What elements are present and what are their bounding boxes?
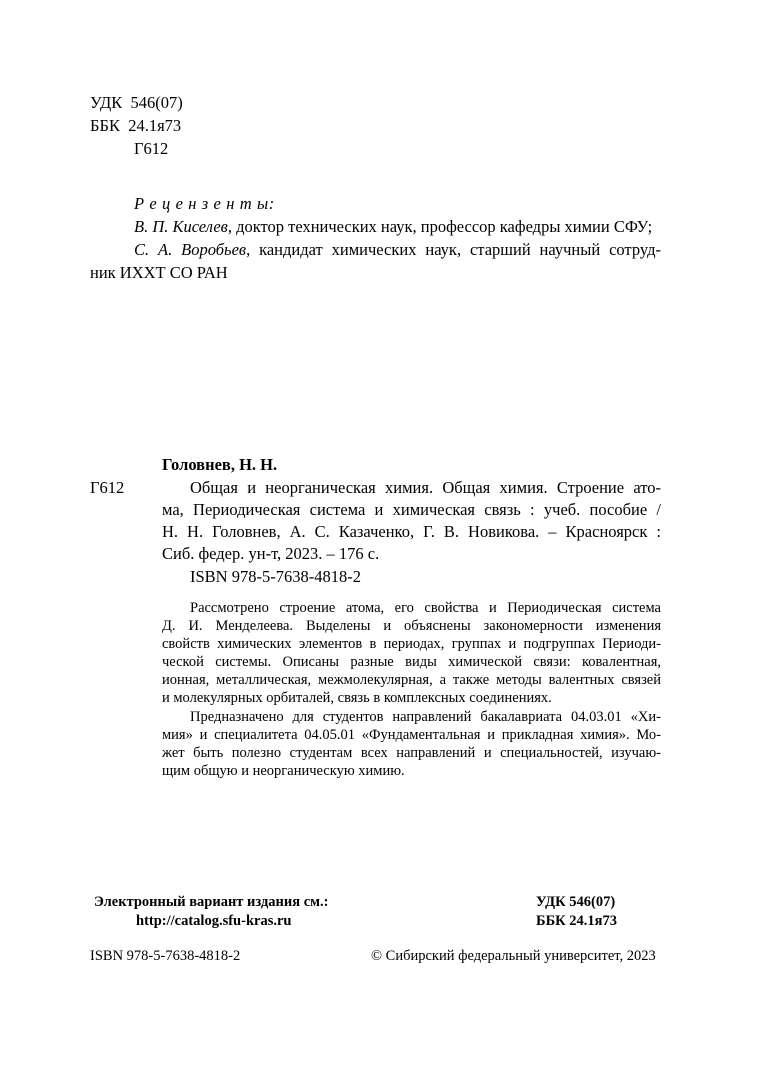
bbk-footer: ББК 24.1я73 [536, 913, 618, 929]
bib-isbn: ISBN 978-5-7638-4818-2 [190, 567, 361, 586]
abstract-p1-l5: ионная, металлическая, межмолекулярная, а также методы валентных связей [162, 672, 661, 688]
reviewer-2-name: С. А. Воробьев [134, 240, 247, 259]
reviewer-1 [134, 216, 652, 237]
reviewers-heading: Р е ц е н з е н т ы: [134, 194, 275, 213]
abstract-p1-l3: свойств химических элементов в периодах, группах и подгруппах Периоди- [162, 636, 661, 652]
bib-line-3: Н. Н. Головнев, А. С. Казаченко, Г. В. Новикова. – Красноярск : [162, 522, 661, 541]
bib-line-1: Общая и неорганическая химия. Общая химия. Строение ато- [190, 478, 661, 497]
udk-footer: УДК 546(07) [536, 894, 616, 910]
reviewer-2-desc: , кандидат химических наук, старший научный сотруд- [246, 240, 661, 259]
author-heading: Головнев, Н. Н. [162, 455, 278, 474]
udk-top: УДК 546(07) [90, 93, 183, 112]
abstract-p2-l3: жет быть полезно студентам всех направлений и специальностей, изучаю- [162, 745, 661, 761]
abstract-p1-l6: и молекулярных орбиталей, связь в комплексных соединениях. [162, 690, 552, 706]
abstract-p2-l4: щим общую и неорганическую химию. [162, 763, 405, 779]
author-mark-top: Г612 [134, 139, 169, 158]
bbk-top: ББК 24.1я73 [90, 116, 182, 135]
abstract-p1-l1: Рассмотрено строение атома, его свойства и Периодическая система [190, 600, 661, 616]
reviewer-2 [134, 239, 661, 260]
bib-line-2: ма, Периодическая система и химическая связь : учеб. пособие / [162, 500, 661, 519]
abstract-p1-l2: Д. И. Менделеева. Выделены и объяснены закономерности изменения [162, 618, 661, 634]
electronic-label: Электронный вариант издания см.: [94, 894, 329, 910]
bib-mark: Г612 [90, 478, 125, 497]
bib-line-4: Сиб. федер. ун-т, 2023. – 176 с. [162, 544, 380, 563]
reviewer-2-cont: ник ИХХТ СО РАН [90, 263, 228, 282]
abstract-p2-l2: мия» и специалитета 04.05.01 «Фундаментальная и прикладная химия». Мо- [162, 727, 661, 743]
isbn-footer: ISBN 978-5-7638-4818-2 [90, 948, 241, 964]
abstract-p1-l4: ческой системы. Описаны разные виды химической связи: ковалентная, [162, 654, 661, 670]
copyright: © Сибирский федеральный университет, 2023 [371, 948, 656, 964]
catalog-url[interactable]: http://catalog.sfu-kras.ru [136, 913, 292, 929]
reviewer-1-name: В. П. Киселев [134, 217, 228, 236]
abstract-p2-l1: Предназначено для студентов направлений бакалавриата 04.03.01 «Хи- [190, 709, 661, 725]
reviewer-1-desc: , доктор технических наук, профессор кафедры химии СФУ; [227, 217, 653, 236]
